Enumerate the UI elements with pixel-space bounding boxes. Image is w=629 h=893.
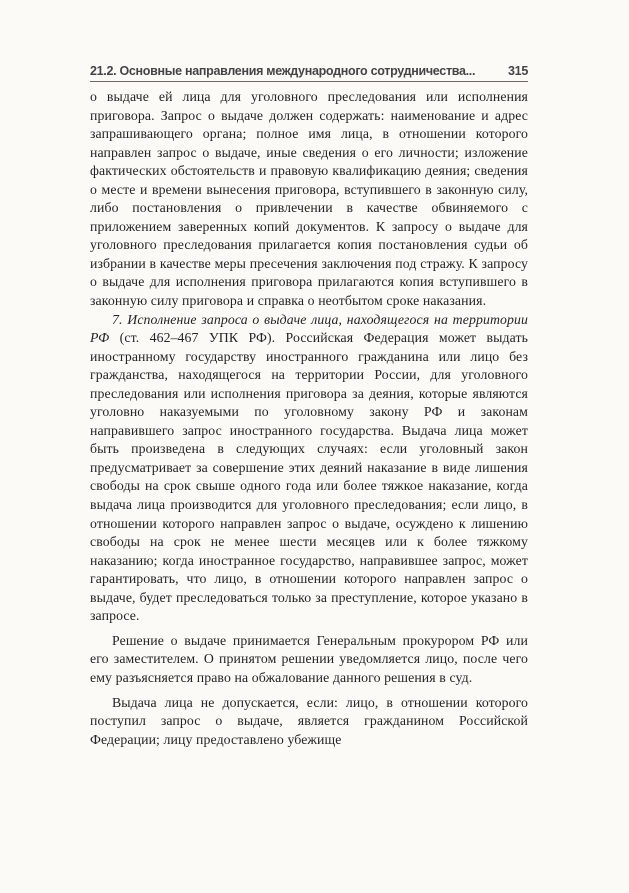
paragraph-1: о выдаче ей лица для уголовного преследования или исполнения приговора. Запрос о выдаче должен содержать: наименование и адрес запрашивающего органа; полное имя лица, в отношении которого направлен запрос о выдаче, иные сведения о его личности; изложение фактических обстоятельств и правовую квалификацию деяния; сведения о месте и времени вынесения приговора, вступившего в законную силу, либо постановления о привлечении в качестве обвиняемого с приложением заверенных копий документов. К запросу о выдаче для уголовного преследования прилагается копия постановления судьи об избрании в качестве меры пресечения заключения под стражу. К запросу о выдаче для исполнения приговора прилагаются копия вступившего в законную силу приговора и справка о неотбытом сроке наказания. [90,89,528,309]
paragraph-2-lead: 7. Исполнение запроса о выдаче лица, находящегося на территории РФ [90,311,528,346]
page-number: 315 [508,64,528,78]
paragraph-2 [90,311,528,626]
paragraph-3: Решение о выдаче принимается Генеральным прокурором РФ или его заместителем. О принятом решении уведомляется лицо, после чего ему разъясняется право на обжалование данного решения в суд. [90,632,528,685]
running-head [90,62,528,82]
section-title: 21.2. Основные направления международного сотрудничества... [90,64,476,78]
body-text [90,88,528,749]
paragraph-4: Выдача лица не допускается, если: лицо, в отношении которого поступил запрос о выдаче, является гражданином Российской Федерации; лицу предоставлено убежище [90,694,528,747]
paragraph-2-rest: (ст. 462–467 УПК РФ). Российская Федерация может выдать иностранному государству иностранного гражданина или лицо без гражданства, находящегося на территории России, для уголовного преследования или исполнения приговора за деяния, которые являются уголовно наказуемыми по уголовному закону РФ и законам направившего запрос иностранного государства. Выдача лица может быть произведена в следующих случаях: если уголовный закон предусматривает за совершение этих деяний наказание в виде лишения свободы на срок свыше одного года или более тяжкое наказание, когда выдача лица производится для уголовного преследования; если лицо, в отношении которого направлен запрос о выдаче, осуждено к лишению свободы на срок не менее шести месяцев или к более тяжкому наказанию; когда иностранное государство, направившее запрос, может гарантировать, что лицо, в отношении которого направлен запрос о выдаче, будет преследоваться только за преступление, которое указано в запросе. [90,330,528,624]
